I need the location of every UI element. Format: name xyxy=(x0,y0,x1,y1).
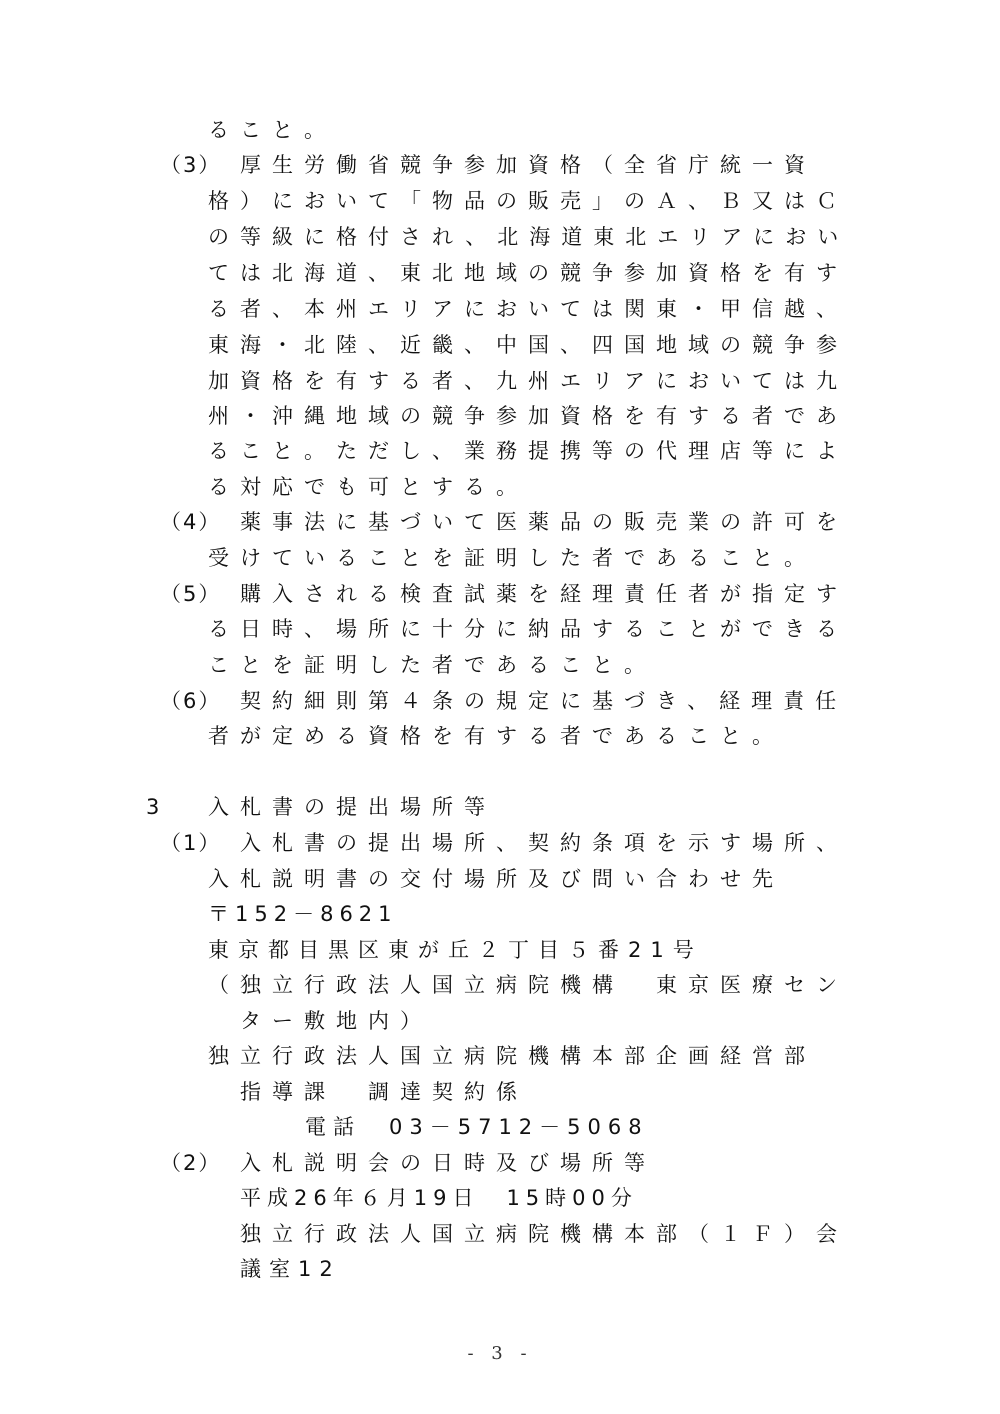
text-line: 議室12 xyxy=(240,1257,341,1281)
text-line: 独立行政法人国立病院機構本部（１Ｆ）会 xyxy=(240,1222,848,1246)
section-heading: 入札書の提出場所等 xyxy=(208,795,496,819)
text-line: の等級に格付され、北海道東北エリアにおい xyxy=(208,225,850,249)
text-line: 州・沖縄地域の競争参加資格を有する者であ xyxy=(208,404,848,428)
text-line: 入札書の提出場所、契約条項を示す場所、 xyxy=(240,831,848,855)
item-number: （3） xyxy=(160,153,222,177)
text-line: ること。ただし、業務提携等の代理店等によ xyxy=(208,439,848,463)
text-line: ことを証明した者であること。 xyxy=(208,653,656,677)
text-line: 加資格を有する者、九州エリアにおいては九 xyxy=(208,369,848,393)
text-line: ター敷地内） xyxy=(240,1009,432,1033)
text-line: 入札説明書の交付場所及び問い合わせ先 xyxy=(208,867,784,891)
text-line: る対応でも可とする。 xyxy=(208,475,528,499)
item-number: （6） xyxy=(160,689,222,713)
text-line: 購入される検査試薬を経理責任者が指定す xyxy=(240,582,848,606)
meeting-datetime: 平成26年６月19日 15時00分 xyxy=(240,1186,638,1210)
phone-number: 電話 03－5712－5068 xyxy=(305,1115,649,1139)
text-line: 指導課 調達契約係 xyxy=(240,1080,528,1104)
text-line: 受けていることを証明した者であること。 xyxy=(208,546,816,570)
item-number: （5） xyxy=(160,582,222,606)
text-line: 独立行政法人国立病院機構本部企画経営部 xyxy=(208,1044,816,1068)
text-line: 薬事法に基づいて医薬品の販売業の許可を xyxy=(240,510,848,534)
text-line: 格）において「物品の販売」のＡ、Ｂ又はＣ xyxy=(208,189,848,213)
text-line: ては北海道、東北地域の競争参加資格を有す xyxy=(208,261,848,285)
item-number: （1） xyxy=(160,831,222,855)
item-number: （4） xyxy=(160,510,222,534)
postal-code: 〒152－8621 xyxy=(208,902,398,926)
text-line: 者が定める資格を有する者であること。 xyxy=(208,724,784,748)
text-line: （独立行政法人国立病院機構 東京医療セン xyxy=(208,973,848,997)
text-line: る者、本州エリアにおいては関東・甲信越、 xyxy=(208,297,848,321)
text-line: 契約細則第４条の規定に基づき、経理責任 xyxy=(240,689,848,713)
text-line: ること。 xyxy=(208,118,336,142)
page-number: - 3 - xyxy=(467,1343,533,1364)
address: 東京都目黒区東が丘２丁目５番21号 xyxy=(208,938,703,962)
text-line: る日時、場所に十分に納品することができる xyxy=(208,617,848,641)
section-number: 3 xyxy=(146,795,171,819)
item-number: （2） xyxy=(160,1151,222,1175)
text-line: 入札説明会の日時及び場所等 xyxy=(240,1151,656,1175)
text-line: 東海・北陸、近畿、中国、四国地域の競争参 xyxy=(208,333,848,357)
text-line: 厚生労働省競争参加資格（全省庁統一資 xyxy=(240,153,816,177)
